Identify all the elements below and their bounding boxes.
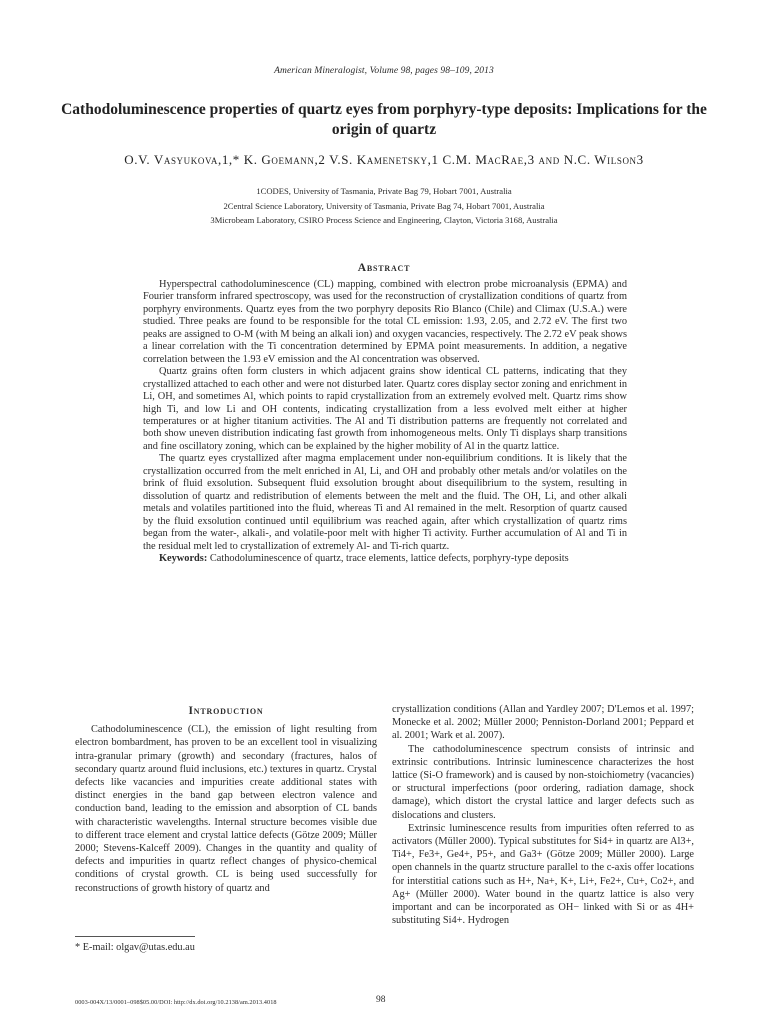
affiliation-1: 1CODES, University of Tasmania, Private Bag 79, Hobart 7001, Australia xyxy=(256,186,512,196)
authors-text: O.V. Vasyukova,1,* K. Goemann,2 V.S. Kamenetsky,1 C.M. MacRae,3 and N.C. Wilson3 xyxy=(124,152,644,167)
intro-paragraph-1-continued: crystallization conditions (Allan and Yardley 2007; D'Lemos et al. 1997; Monecke et al. 2002; Müller 2000; Penniston-Dorland 2001; Peppard et al. 2001; Wark et al. 2007). xyxy=(392,704,694,742)
abstract-body xyxy=(143,279,627,565)
intro-paragraph-2: The cathodoluminescence spectrum consists of intrinsic and extrinsic contributions. Intrinsic luminescence characterizes the host lattice (Si-O framework) and is caused by non-stoichiometry (vacancies) or structural imperfections (poor ordering, radiation damage, shock damage), which distort the crystal lattice and larger defects such as dislocations and clusters. xyxy=(392,743,694,821)
left-column xyxy=(75,705,377,895)
journal-header: American Mineralogist, Volume 98, pages 98–109, 2013 xyxy=(274,66,494,76)
affiliation-2: 2Central Science Laboratory, University of Tasmania, Private Bag 74, Hobart 7001, Australia xyxy=(223,200,545,211)
page-number: 98 xyxy=(376,995,386,1005)
footnote-divider xyxy=(75,936,195,937)
paper-title: Cathodoluminescence properties of quartz eyes from porphyry-type deposits: Implications for the origin of quartz xyxy=(61,101,707,138)
introduction-heading: Introduction xyxy=(188,705,264,717)
doi-line: 0003-004X/13/0001–098$05.00/DOI: http://dx.doi.org/10.2138/am.2013.4018 xyxy=(75,999,277,1006)
keywords-line xyxy=(143,553,627,565)
abstract-paragraph-2: Quartz grains often form clusters in which adjacent grains show identical CL patterns, indicating that they crystallized attached to each other and were not disturbed later. Quartz cores display sector zoning and enrichment in Li, OH, and sometimes Al, which points to rapid crystallization from an extremely evolved melt. Quartz rims show high Ti, and low Li and OH contents, indicating crystallization from a less evolved melt either at higher temperatures or at higher titanium activities. The Al and Ti distribution patterns are frequently not correlated and both show uneven distribution indicating fast growth from inhomogeneous melts. Only Ti displays sharp transitions and fine oscillatory zoning, which can be explained by the higher mobility of Al in the quartz lattice. xyxy=(143,366,627,452)
author-list xyxy=(0,152,768,168)
abstract-paragraph-1: Hyperspectral cathodoluminescence (CL) mapping, combined with electron probe microanalysis (EPMA) and Fourier transform infrared spectroscopy, was used for the reconstruction of crystallization conditions of quartz from porphyry environments. Quartz eyes from the two porphyry deposits Rio Blanco (Chile) and Climax (U.S.A.) were studied. Three peaks are found to be responsible for the total CL emission: 1.93, 2.05, and 2.72 eV. The first two peaks are assigned to O-M (with M being an alkali ion) and oxygen vacancies, respectively. The 2.72 eV peak shows a linear correlation with the Ti concentration determined by EPMA point measurements. In addition, a negative correlation between the 1.93 eV emission and the Al concentration was observed. xyxy=(143,279,627,365)
affiliation-3: 3Microbeam Laboratory, CSIRO Process Science and Engineering, Clayton, Victoria 3168, Australia xyxy=(210,215,558,225)
right-column xyxy=(392,703,694,927)
abstract-heading: Abstract xyxy=(357,262,411,274)
intro-paragraph-1: Cathodoluminescence (CL), the emission of light resulting from electron bombardment, has proven to be an excellent tool in visualizing intra-granular primary (growth) and secondary (fractures, halos of secondary quartz around fluid inclusions, etc.) textures in quartz. Crystal defects like vacancies and impurities create additional states with distinct energies in the band gap between electron valence and conduction band, leading to the emission and absorption of CL bands with characteristic wavelengths. Internal structure becomes visible due to different trace element and crystal lattice defects (Götze 2009; Müller 2000; Stevens-Kalceff 2009). Changes in the quantity and quality of defects and impurities in quartz reflect changes of physico-chemical conditions of crystal growth. CL is being used successfully for reconstructions of growth history of quartz and xyxy=(75,724,377,894)
corresponding-author-footnote: * E-mail: olgav@utas.edu.au xyxy=(75,942,195,953)
keywords-text: Cathodoluminescence of quartz, trace elements, lattice defects, porphyry-type deposits xyxy=(209,552,569,564)
keywords-label: Keywords: xyxy=(159,552,208,564)
abstract-paragraph-3: The quartz eyes crystallized after magma emplacement under non-equilibrium conditions. It is likely that the crystallization occurred from the melt enriched in Al, Li, and OH and probably other metals and/or volatiles on the brink of fluid exsolution. Subsequent fluid exsolution brought about disequilibrium to the system, resulting in dissolution of quartz and redistribution of elements between the melt and the fluid. The OH, Li, and other alkali metals and volatiles partitioned into the fluid, whereas Ti and Al remained in the melt. Resorption of quartz caused by the fluid exsolution continued until equilibrium was reached again, after which crystallization of quartz rims began from the water-, alkali-, and volatile-poor melt with higher Ti activity. Further accumulation of Al and Ti in the residual melt led to crystallization of extremely Al- and Ti-rich quartz. xyxy=(143,453,627,552)
affiliations xyxy=(0,184,768,228)
intro-paragraph-3: Extrinsic luminescence results from impurities often referred to as activators (Müller 2000). Typical substitutes for Si4+ in quartz are Al3+, Ti4+, Fe3+, Ge4+, P5+, and Ga3+ (Götze 2009; Müller 2000). Large open channels in the quartz structure parallel to the c-axis offer locations for interstitial cations such as H+, Na+, K+, Li+, Fe2+, Cu+, Co2+, and Ag+ (Müller 2000). Water bound in the quartz lattice is also very important and can be incorporated as OH− linked with Si or as 4H+ substituting Si4+. Hydrogen xyxy=(392,822,694,927)
